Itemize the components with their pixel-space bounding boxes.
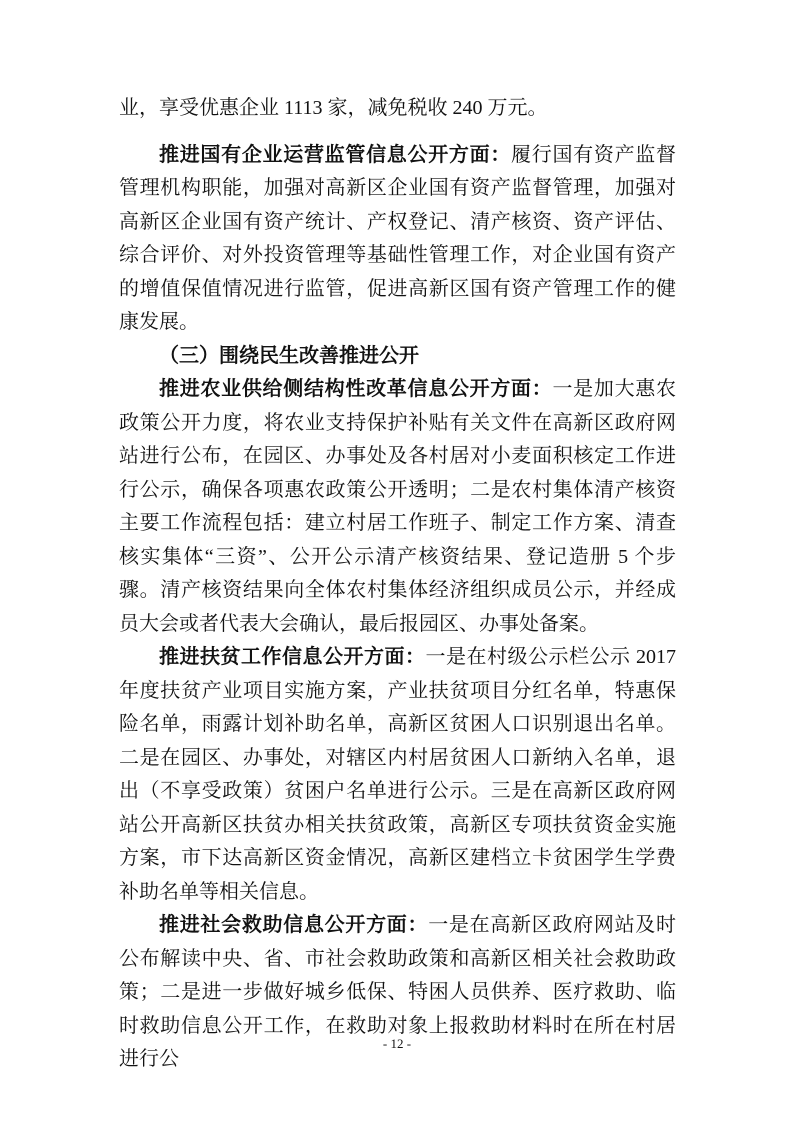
paragraph-agriculture-reform <box>119 373 676 641</box>
document-body <box>119 92 676 1077</box>
paragraph-lead: 推进农业供给侧结构性改革信息公开方面： <box>159 378 553 400</box>
paragraph-soe-supervision <box>119 139 676 340</box>
paragraph-text: 一是加大惠农政策公开力度，将农业支持保护补贴有关文件在高新区政府网站进行公布，在园区、办事处及各村居对小麦面积核定工作进行公示，确保各项惠农政策公开透明；二是农村集体清产核资主要工作流程包括：建立村居工作班子、制定工作方案、清查核实集体“三资”、公开公示清产核资结果、登记造册 5 个步骤。清产核资结果向全体农村集体经济组织成员公示，并经成员大会或者代表大会确认，最后报园区、办事处备案。 <box>119 378 677 635</box>
heading-text: （三）围绕民生改善推进公开 <box>159 344 419 367</box>
page-number: - 12 - <box>382 1036 412 1051</box>
paragraph-poverty-alleviation <box>119 641 676 909</box>
paragraph-continuation <box>119 92 676 126</box>
paragraph-lead: 推进国有企业运营监管信息公开方面： <box>159 143 512 166</box>
paragraph-text: 履行国有资产监督管理机构职能，加强对高新区企业国有资产监督管理，加强对高新区企业国有资产统计、产权登记、清产核资、资产评估、综合评价、对外投资管理等基础性管理工作，对企业国有资产的增值保值情况进行监管，促进高新区国有资产管理工作的健康发展。 <box>119 143 677 333</box>
paragraph-lead: 推进扶贫工作信息公开方面： <box>159 646 426 668</box>
paragraph-text: 一是在村级公示栏公示 2017 年度扶贫产业项目实施方案，产业扶贫项目分红名单，特惠保险名单，雨露计划补助名单，高新区贫困人口识别退出名单。二是在园区、办事处，对辖区内村居贫困人口新纳入名单，退出（不享受政策）贫困户名单进行公示。三是在高新区政府网站公开高新区扶贫办相关扶贫政策，高新区专项扶贫资金实施方案，市下达高新区资金情况，高新区建档立卡贫困学生学费补助名单等相关信息。 <box>119 646 676 903</box>
paragraph-lead: 推进社会救助信息公开方面： <box>159 914 429 936</box>
section-heading-three <box>119 340 676 374</box>
paragraph-text: 业，享受优惠企业 1113 家，减免税收 240 万元。 <box>119 97 548 119</box>
paragraph-text: 一是在高新区政府网站及时公布解读中央、省、市社会救助政策和高新区相关社会救助政策；二是进一步做好城乡低保、特困人员供养、医疗救助、临时救助信息公开工作，在救助对象上报救助材料时在所在村居进行公 <box>119 914 677 1070</box>
